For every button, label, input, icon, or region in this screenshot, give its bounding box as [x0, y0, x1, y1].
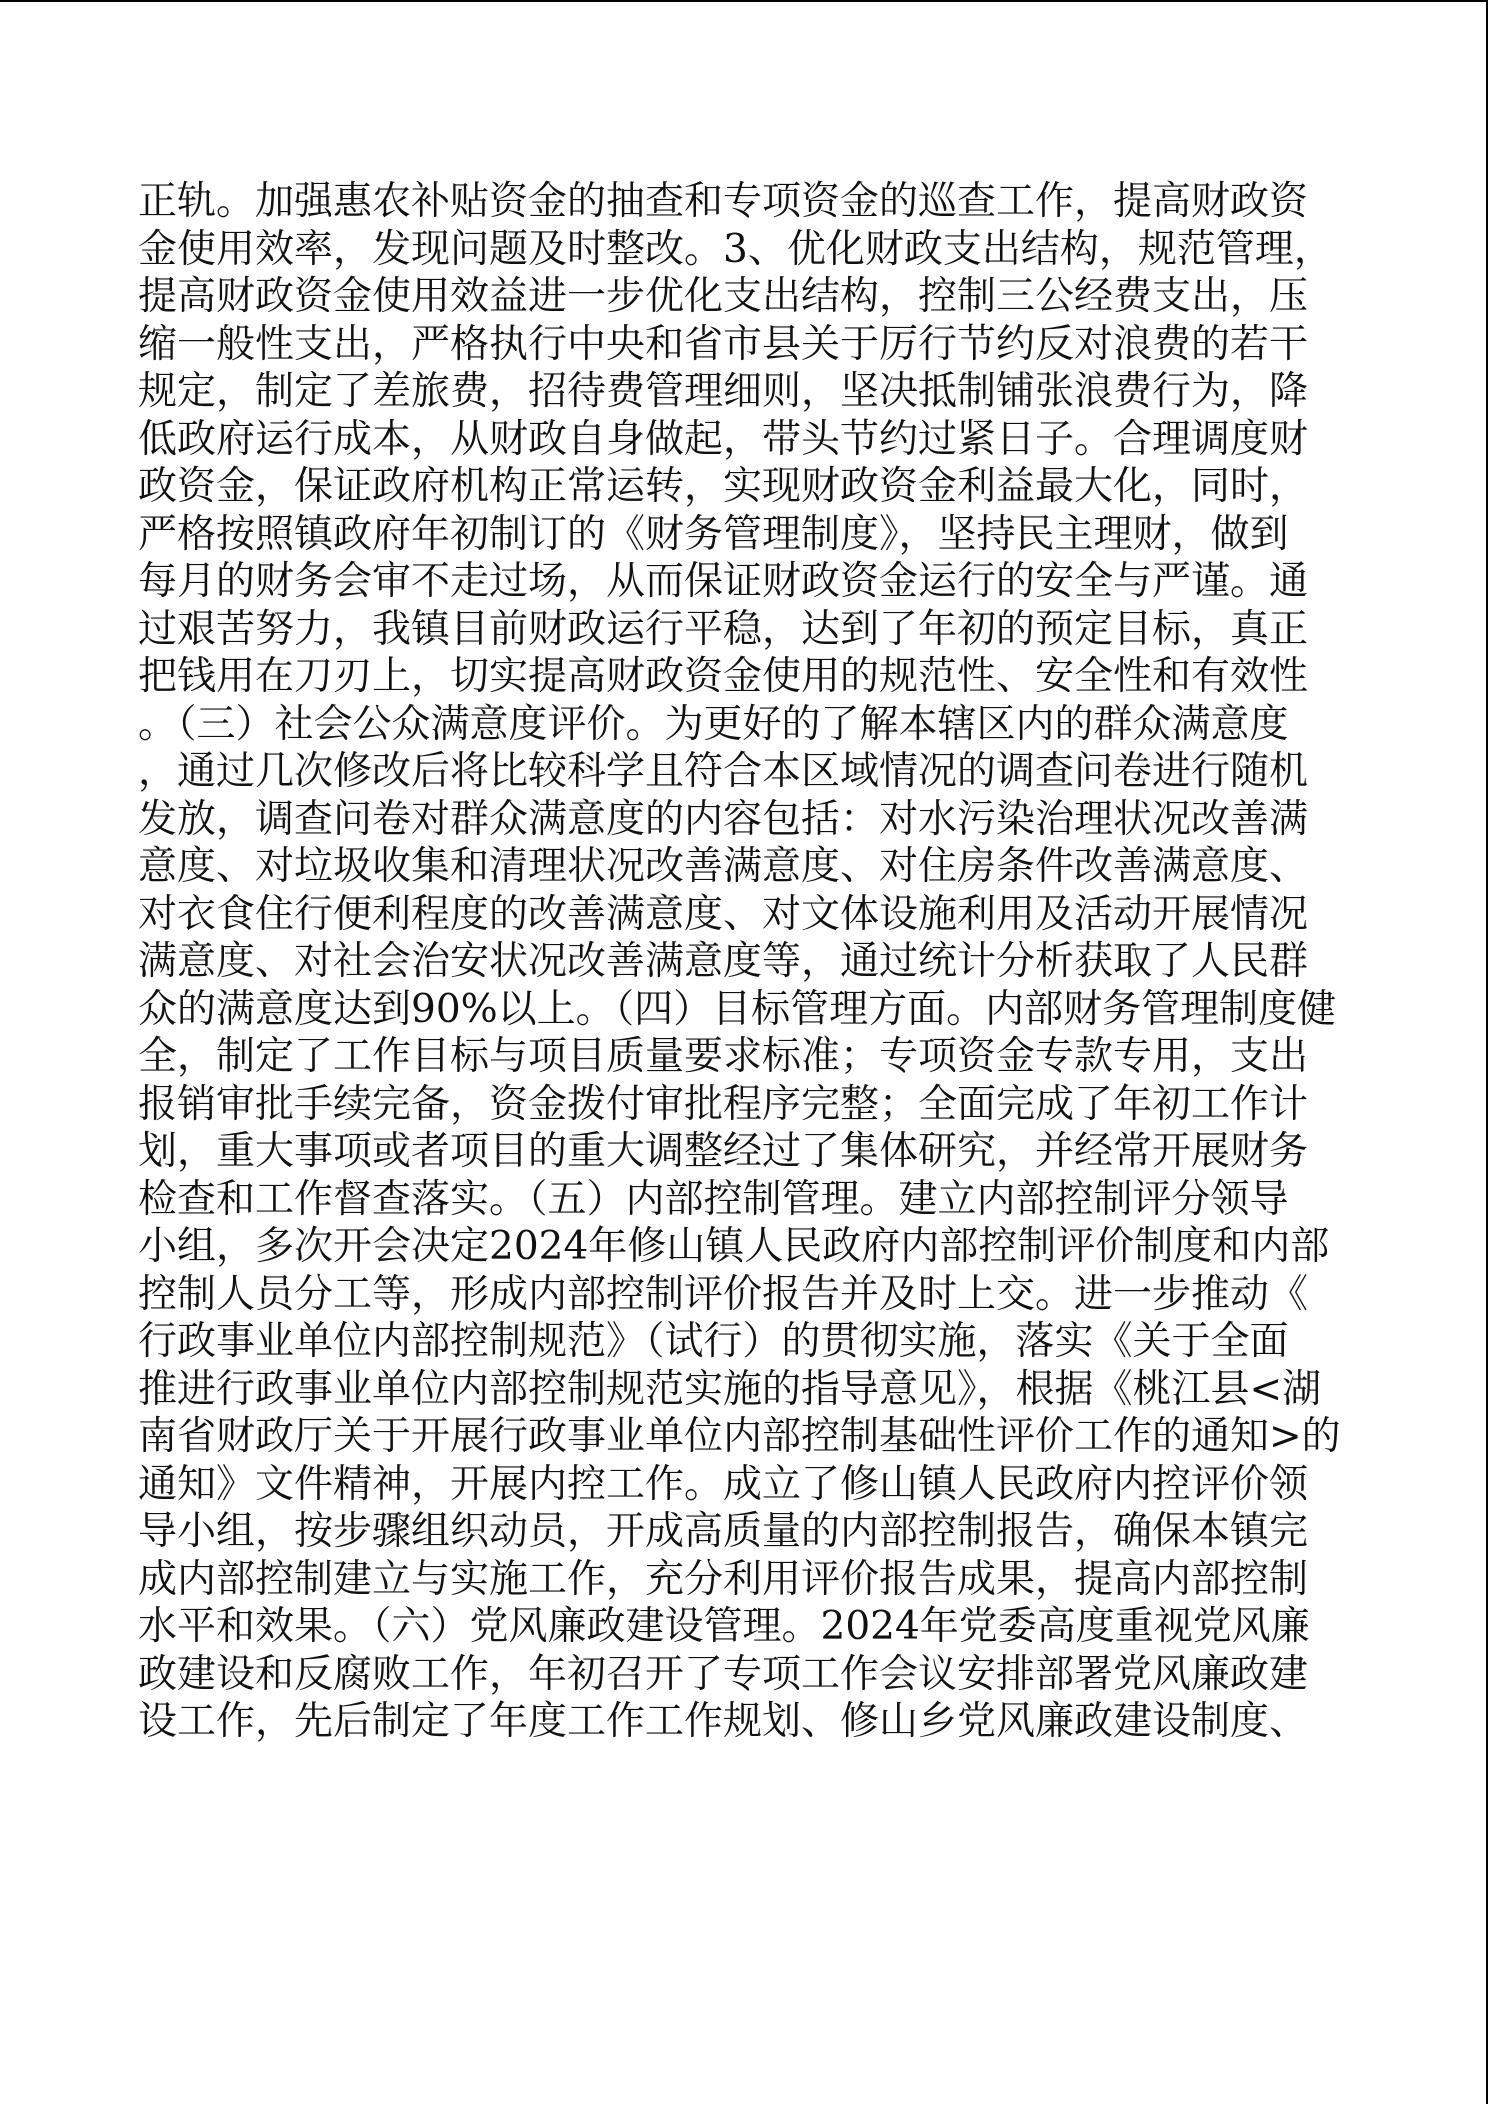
text-line: 导小组，按步骤组织动员，开成高质量的内部控制报告，确保本镇完: [138, 1509, 1309, 1554]
text-line: 成内部控制建立与实施工作，充分利用评价报告成果，提高内部控制: [138, 1556, 1309, 1602]
text-line: 水平和效果。（六）党风廉政建设管理。2024年党委高度重视党风廉: [138, 1604, 1310, 1649]
text-line: 报销审批手续完备，资金拨付审批程序完整；全面完成了年初工作计: [138, 1081, 1309, 1127]
text-line: 每月的财务会审不走过场，从而保证财政资金运行的安全与严谨。通: [138, 559, 1309, 604]
text-line: 满意度、对社会治安状况改善满意度等，通过统计分析获取了人民群: [138, 939, 1309, 984]
text-line: 政资金，保证政府机构正常运转，实现财政资金利益最大化，同时，: [138, 464, 1309, 509]
text-line: 对衣食住行便利程度的改善满意度、对文体设施利用及活动开展情况: [138, 891, 1309, 937]
text-line: 全，制定了工作目标与项目质量要求标准；专项资金专款专用，支出: [138, 1034, 1309, 1079]
text-line: 正轨。加强惠农补贴资金的抽查和专项资金的巡查工作，提高财政资: [138, 179, 1309, 224]
text-line: 发放，调查问卷对群众满意度的内容包括：对水污染治理状况改善满: [138, 796, 1309, 842]
text-line: 推进行政事业单位内部控制规范实施的指导意见》，根据《桃江县<湖: [138, 1366, 1322, 1412]
text-line: 。（三）社会公众满意度评价。为更好的了解本辖区内的群众满意度: [138, 701, 1289, 747]
text-line: 划，重大事项或者项目的重大调整经过了集体研究，并经常开展财务: [138, 1129, 1309, 1174]
text-line: 严格按照镇政府年初制订的《财务管理制度》，坚持民主理财，做到: [138, 511, 1289, 557]
text-line: 检查和工作督查落实。（五）内部控制管理。建立内部控制评分领导: [138, 1176, 1289, 1222]
text-line: 缩一般性支出，严格执行中央和省市县关于厉行节约反对浪费的若干: [138, 321, 1309, 367]
text-line: 控制人员分工等，形成内部控制评价报告并及时上交。进一步推动《: [138, 1271, 1309, 1317]
text-line: 通知》文件精神，开展内控工作。成立了修山镇人民政府内控评价领: [138, 1461, 1309, 1507]
text-line: 众的满意度达到90%以上。（四）目标管理方面。内部财务管理制度健: [138, 986, 1337, 1032]
text-line: 意度、对垃圾收集和清理状况改善满意度、对住房条件改善满意度、: [138, 844, 1309, 889]
text-line: 政建设和反腐败工作，年初召开了专项工作会议安排部署党风廉政建: [138, 1651, 1309, 1697]
text-line: 低政府运行成本，从财政自身做起，带头节约过紧日子。合理调度财: [138, 416, 1309, 462]
text-line: 把钱用在刀刃上，切实提高财政资金使用的规范性、安全性和有效性: [138, 654, 1309, 699]
text-line: 过艰苦努力，我镇目前财政运行平稳，达到了年初的预定目标，真正: [138, 606, 1309, 652]
text-line: 南省财政厅关于开展行政事业单位内部控制基础性评价工作的通知>的: [138, 1414, 1341, 1459]
text-line: 提高财政资金使用效益进一步优化支出结构，控制三公经费支出，压: [138, 274, 1309, 319]
body-text: [138, 178, 1358, 1746]
text-line: 规定，制定了差旅费，招待费管理细则，坚决抵制铺张浪费行为，降: [138, 369, 1309, 414]
text-line: 金使用效率，发现问题及时整改。3、优化财政支出结构，规范管理，: [138, 226, 1333, 272]
text-line: 行政事业单位内部控制规范》（试行）的贯彻实施，落实《关于全面: [138, 1319, 1289, 1364]
text-line: 小组，多次开会决定2024年修山镇人民政府内部控制评价制度和内部: [138, 1224, 1330, 1269]
text-line: 设工作，先后制定了年度工作工作规划、修山乡党风廉政建设制度、: [138, 1699, 1309, 1744]
document-page: [0, 2, 1486, 2104]
text-line: ，通过几次修改后将比较科学且符合本区域情况的调查问卷进行随机: [138, 749, 1309, 794]
